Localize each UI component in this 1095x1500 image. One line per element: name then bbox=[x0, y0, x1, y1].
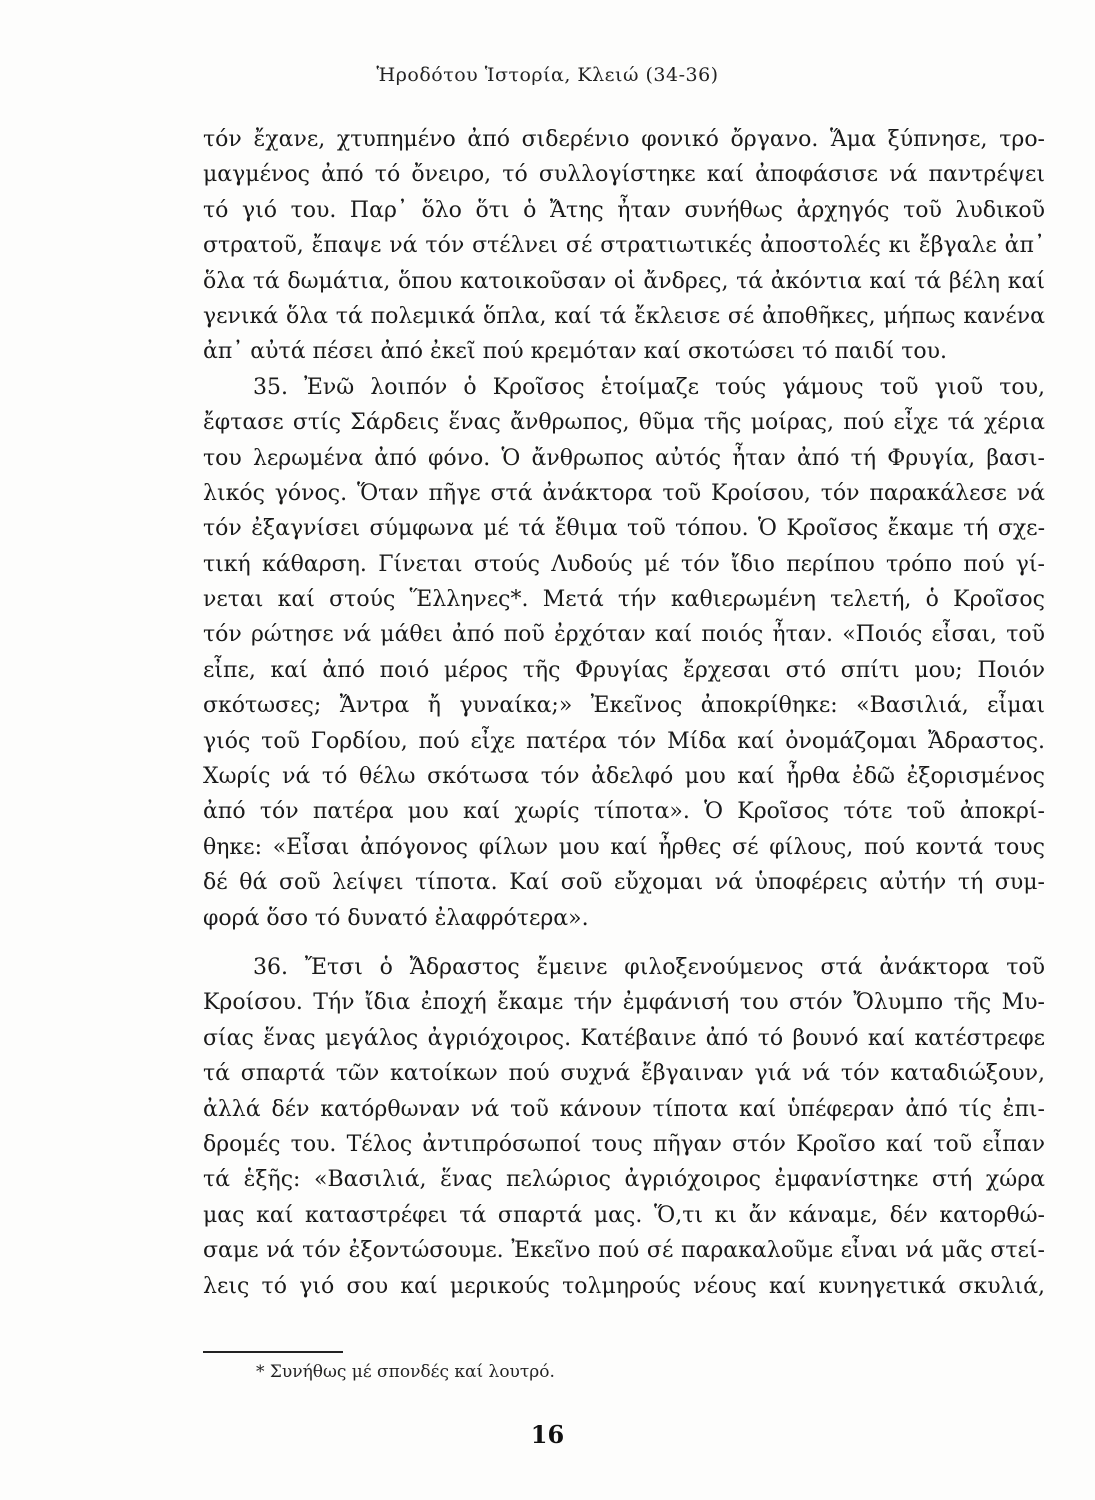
text-line: σκότωσες; Ἄντρα ἤ γυναίκα;» Ἐκεῖνος ἀποκρίθηκε: «Βασιλιά, εἶμαι bbox=[203, 693, 1045, 719]
text-line: λεις τό γιό σου καί μερικούς τολμηρούς νέους καί κυνηγετικά σκυλιά, bbox=[203, 1273, 1045, 1299]
text-line: Κροίσου. Τήν ἴδια ἐποχή ἔκαμε τήν ἐμφάνισή του στόν Ὄλυμπο τῆς Μυ- bbox=[203, 990, 1045, 1016]
text-line: σίας ἕνας μεγάλος ἀγριόχοιρος. Κατέβαινε ἀπό τό βουνό καί κατέστρεφε bbox=[203, 1025, 1045, 1051]
text-line: εἶπε, καί ἀπό ποιό μέρος τῆς Φρυγίας ἔρχεσαι στό σπίτι μου; Ποιόν bbox=[203, 657, 1045, 683]
text-line: λικός γόνος. Ὅταν πῆγε στά ἀνάκτορα τοῦ Κροίσου, τόν παρακάλεσε νά bbox=[203, 480, 1045, 506]
text-line: Χωρίς νά τό θέλω σκότωσα τόν ἀδελφό μου καί ἦρθα ἐδῶ ἐξορισμένος bbox=[203, 764, 1045, 790]
text-line: τό γιό του. Παρ᾽ ὅλο ὅτι ὁ Ἄτης ἦταν συνήθως ἀρχηγός τοῦ λυδικοῦ bbox=[203, 197, 1045, 223]
text-line: γενικά ὅλα τά πολεμικά ὅπλα, καί τά ἔκλεισε σέ ἀποθῆκες, μήπως κανένα bbox=[203, 303, 1045, 329]
text-line: τόν ρώτησε νά μάθει ἀπό ποῦ ἐρχόταν καί ποιός ἦταν. «Ποιός εἶσαι, τοῦ bbox=[203, 622, 1045, 648]
text-line: σαμε νά τόν ἐξοντώσουμε. Ἐκεῖνο πού σέ παρακαλοῦμε εἶναι νά μᾶς στεί- bbox=[203, 1238, 1045, 1264]
text-line: τική κάθαρση. Γίνεται στούς Λυδούς μέ τόν ἴδιο περίπου τρόπο πού γί- bbox=[203, 551, 1045, 577]
text-line: μας καί καταστρέφει τά σπαρτά μας. Ὅ,τι κι ἄν κάναμε, δέν κατορθώ- bbox=[203, 1202, 1045, 1228]
text-line: δέ θά σοῦ λείψει τίποτα. Καί σοῦ εὔχομαι νά ὑποφέρεις αὐτήν τή συμ- bbox=[203, 870, 1045, 896]
text-line: ἀπό τόν πατέρα μου καί χωρίς τίποτα». Ὁ Κροῖσος τότε τοῦ ἀποκρί- bbox=[203, 799, 1045, 825]
running-title: Ἡροδότου Ἱστορία, Κλειώ (34-36) bbox=[376, 64, 719, 86]
paragraph-35-start: 35. Ἐνῶ λοιπόν ὁ Κροῖσος ἑτοίμαζε τούς γάμους τοῦ γιοῦ του, bbox=[253, 374, 1045, 400]
text-line: του λερωμένα ἀπό φόνο. Ὁ ἄνθρωπος αὐτός ἦταν ἀπό τή Φρυγία, βασι- bbox=[203, 445, 1045, 471]
footnote: * Συνήθως μέ σπονδές καί λουτρό. bbox=[256, 1362, 555, 1382]
text-line: ὅλα τά δωμάτια, ὅπου κατοικοῦσαν οἱ ἄνδρες, τά ἀκόντια καί τά βέλη καί bbox=[203, 268, 1045, 294]
text-line: νεται καί στούς Ἕλληνες*. Μετά τήν καθιερωμένη τελετή, ὁ Κροῖσος bbox=[203, 587, 1045, 613]
text-line: ἔφτασε στίς Σάρδεις ἕνας ἄνθρωπος, θῦμα τῆς μοίρας, πού εἶχε τά χέρια bbox=[203, 410, 1045, 436]
text-line: τόν ἐξαγνίσει σύμφωνα μέ τά ἔθιμα τοῦ τόπου. Ὁ Κροῖσος ἔκαμε τή σχε- bbox=[203, 516, 1045, 542]
text-line: τά ἑξῆς: «Βασιλιά, ἕνας πελώριος ἀγριόχοιρος ἐμφανίστηκε στή χώρα bbox=[203, 1167, 1045, 1193]
paragraph-gap bbox=[203, 936, 1045, 950]
text-line: ἀπ᾽ αὐτά πέσει ἀπό ἐκεῖ πού κρεμόταν καί σκοτώσει τό παιδί του. bbox=[203, 339, 948, 365]
body-text bbox=[203, 122, 1045, 1304]
text-line: γιός τοῦ Γορδίου, πού εἶχε πατέρα τόν Μίδα καί ὀνομάζομαι Ἄδραστος. bbox=[203, 728, 1045, 754]
page-number: 16 bbox=[530, 1420, 565, 1449]
text-line: μαγμένος ἀπό τό ὄνειρο, τό συλλογίστηκε καί ἀποφάσισε νά παντρέψει bbox=[203, 162, 1045, 188]
text-line: τόν ἔχανε, χτυπημένο ἀπό σιδερένιο φονικό ὄργανο. Ἅμα ξύπνησε, τρο- bbox=[203, 127, 1045, 152]
text-line: τά σπαρτά τῶν κατοίκων πού συχνά ἔβγαιναν γιά νά τόν καταδιώξουν, bbox=[203, 1061, 1045, 1087]
text-line: στρατοῦ, ἔπαψε νά τόν στέλνει σέ στρατιωτικές ἀποστολές κι ἔβγαλε ἀπ᾽ bbox=[203, 233, 1045, 259]
footnote-divider bbox=[203, 1351, 343, 1353]
text-line: φορά ὅσο τό δυνατό ἐλαφρότερα». bbox=[203, 905, 589, 931]
text-line: ἀλλά δέν κατόρθωναν νά τοῦ κάνουν τίποτα καί ὑπέφεραν ἀπό τίς ἐπι- bbox=[203, 1096, 1045, 1122]
paragraph-36-start: 36. Ἔτσι ὁ Ἄδραστος ἔμεινε φιλοξενούμενος στά ἀνάκτορα τοῦ bbox=[253, 954, 1045, 980]
text-line: δρομές του. Τέλος ἀντιπρόσωποί τους πῆγαν στόν Κροῖσο καί τοῦ εἶπαν bbox=[203, 1131, 1045, 1157]
text-line: θηκε: «Εἶσαι ἀπόγονος φίλων μου καί ἦρθες σέ φίλους, πού κοντά τους bbox=[203, 834, 1045, 860]
